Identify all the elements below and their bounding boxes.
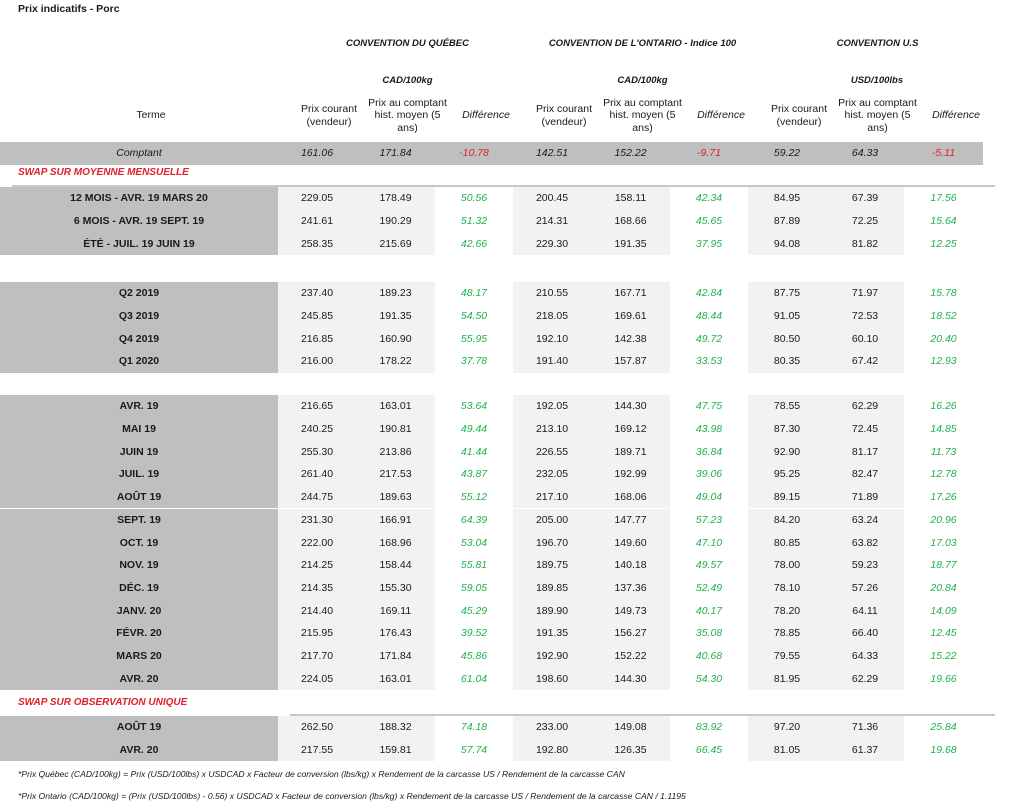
header-prix-hist-us: Prix au comptant hist. moyen (5 ans)	[838, 96, 917, 134]
quebec-prix-hist-cell: 178.49	[356, 187, 435, 210]
ontario-prix-hist-cell: 149.08	[591, 716, 670, 739]
us-prix-hist-cell: 81.82	[826, 232, 904, 255]
terme-cell: AOÛT 19	[0, 716, 278, 739]
terme-cell: 6 MOIS - AVR. 19 SEPT. 19	[0, 210, 278, 233]
month-row	[0, 554, 983, 577]
ontario-difference-cell: 36.84	[670, 440, 748, 463]
us-prix-hist-cell: 72.25	[826, 210, 904, 233]
quebec-prix-hist-cell: 163.01	[356, 667, 435, 690]
ontario-difference-cell: -9.71	[670, 142, 748, 165]
quebec-prix-hist-cell: 163.01	[356, 395, 435, 418]
us-prix-hist-cell: 57.26	[826, 577, 904, 600]
terme-cell: JUIN 19	[0, 440, 278, 463]
us-difference-cell: 12.25	[904, 232, 983, 255]
ontario-prix-hist-cell: 144.30	[591, 667, 670, 690]
us-prix-courant-cell: 87.89	[748, 210, 826, 233]
header-prix-courant-quebec: Prix courant (vendeur)	[300, 103, 358, 128]
quebec-difference-cell: 54.50	[435, 305, 513, 328]
us-difference-cell: 14.09	[904, 599, 983, 622]
quebec-prix-courant-cell: 216.85	[278, 327, 356, 350]
terme-cell: DÉC. 19	[0, 577, 278, 600]
us-difference-cell: 14.85	[904, 418, 983, 441]
ontario-difference-cell: 52.49	[670, 577, 748, 600]
us-difference-cell: 16.26	[904, 395, 983, 418]
quebec-prix-courant-cell: 231.30	[278, 509, 356, 532]
terme-cell: JANV. 20	[0, 599, 278, 622]
ontario-difference-cell: 35.08	[670, 622, 748, 645]
quebec-prix-hist-cell: 189.63	[356, 486, 435, 509]
ontario-prix-hist-cell: 142.38	[591, 327, 670, 350]
ontario-prix-hist-cell: 156.27	[591, 622, 670, 645]
us-difference-cell: -5.11	[904, 142, 983, 165]
ontario-prix-hist-cell: 167.71	[591, 282, 670, 305]
us-prix-hist-cell: 64.33	[826, 142, 904, 165]
header-difference-us: Différence	[932, 109, 980, 122]
header-prix-courant-ontario: Prix courant (vendeur)	[535, 103, 593, 128]
us-prix-hist-cell: 61.37	[826, 739, 904, 762]
ontario-prix-hist-cell: 192.99	[591, 463, 670, 486]
ontario-difference-cell: 47.75	[670, 395, 748, 418]
ontario-difference-cell: 40.17	[670, 599, 748, 622]
ontario-prix-hist-cell: 157.87	[591, 350, 670, 373]
ontario-prix-hist-cell: 152.22	[591, 645, 670, 668]
us-prix-courant-cell: 87.30	[748, 418, 826, 441]
us-prix-hist-cell: 71.89	[826, 486, 904, 509]
month-row	[0, 622, 983, 645]
period-row	[0, 210, 983, 233]
ontario-prix-courant-cell: 191.40	[513, 350, 591, 373]
quebec-prix-hist-cell: 155.30	[356, 577, 435, 600]
quebec-prix-courant-cell: 261.40	[278, 463, 356, 486]
ontario-prix-hist-cell: 169.12	[591, 418, 670, 441]
terme-cell: Q2 2019	[0, 282, 278, 305]
ontario-prix-hist-cell: 158.11	[591, 187, 670, 210]
quebec-prix-hist-cell: 176.43	[356, 622, 435, 645]
convention-us-title: CONVENTION U.S	[836, 38, 919, 49]
quebec-prix-hist-cell: 190.81	[356, 418, 435, 441]
ontario-prix-courant-cell: 192.90	[513, 645, 591, 668]
header-prix-hist-quebec: Prix au comptant hist. moyen (5 ans)	[368, 96, 447, 134]
ontario-prix-hist-cell: 140.18	[591, 554, 670, 577]
terme-cell: Q3 2019	[0, 305, 278, 328]
ontario-prix-courant-cell: 189.90	[513, 599, 591, 622]
us-prix-courant-cell: 78.20	[748, 599, 826, 622]
ontario-prix-hist-cell: 149.73	[591, 599, 670, 622]
header-difference-quebec: Différence	[462, 109, 510, 122]
quebec-difference-cell: 41.44	[435, 440, 513, 463]
quebec-prix-hist-cell: 188.32	[356, 716, 435, 739]
quebec-prix-courant-cell: 244.75	[278, 486, 356, 509]
ontario-prix-hist-cell: 168.66	[591, 210, 670, 233]
us-prix-courant-cell: 87.75	[748, 282, 826, 305]
month-row	[0, 667, 983, 690]
ontario-difference-cell: 66.45	[670, 739, 748, 762]
quarter-row	[0, 350, 983, 373]
us-prix-hist-cell: 71.36	[826, 716, 904, 739]
terme-cell: Q1 2020	[0, 350, 278, 373]
ontario-prix-hist-cell: 191.35	[591, 232, 670, 255]
us-prix-hist-cell: 71.97	[826, 282, 904, 305]
ontario-prix-hist-cell: 137.36	[591, 577, 670, 600]
terme-cell: JUIL. 19	[0, 463, 278, 486]
us-prix-courant-cell: 95.25	[748, 463, 826, 486]
us-prix-courant-cell: 78.55	[748, 395, 826, 418]
us-prix-courant-cell: 89.15	[748, 486, 826, 509]
quebec-prix-courant-cell: 245.85	[278, 305, 356, 328]
quebec-difference-cell: 55.81	[435, 554, 513, 577]
ontario-difference-cell: 54.30	[670, 667, 748, 690]
ontario-prix-courant-cell: 189.85	[513, 577, 591, 600]
us-prix-courant-cell: 97.20	[748, 716, 826, 739]
quebec-prix-hist-cell: 215.69	[356, 232, 435, 255]
quebec-difference-cell: 37.78	[435, 350, 513, 373]
quebec-prix-courant-cell: 258.35	[278, 232, 356, 255]
header-terme: Terme	[136, 109, 166, 122]
ontario-prix-courant-cell: 191.35	[513, 622, 591, 645]
ontario-difference-cell: 83.92	[670, 716, 748, 739]
quebec-difference-cell: 57.74	[435, 739, 513, 762]
quebec-difference-cell: 55.12	[435, 486, 513, 509]
ontario-difference-cell: 42.84	[670, 282, 748, 305]
quebec-prix-courant-cell: 161.06	[278, 142, 356, 165]
footnote-ontario: *Prix Ontario (CAD/100kg) = (Prix (USD/100lbs) - 0.56) x USDCAD x Facteur de conversion (lbs/kg) x Rendement de la carcasse US / Rendement de la carcasse CAN / 1.1195	[18, 791, 686, 801]
terme-cell: MARS 20	[0, 645, 278, 668]
quebec-prix-hist-cell: 190.29	[356, 210, 435, 233]
ontario-difference-cell: 43.98	[670, 418, 748, 441]
quebec-difference-cell: -10.78	[435, 142, 513, 165]
ontario-prix-hist-cell: 149.60	[591, 531, 670, 554]
us-difference-cell: 15.22	[904, 645, 983, 668]
us-prix-hist-cell: 62.29	[826, 395, 904, 418]
quebec-prix-courant-cell: 216.00	[278, 350, 356, 373]
quebec-difference-cell: 55.95	[435, 327, 513, 350]
us-difference-cell: 15.78	[904, 282, 983, 305]
quebec-difference-cell: 61.04	[435, 667, 513, 690]
month-row	[0, 599, 983, 622]
ontario-prix-courant-cell: 142.51	[513, 142, 591, 165]
us-prix-courant-cell: 91.05	[748, 305, 826, 328]
us-prix-hist-cell: 81.17	[826, 440, 904, 463]
ontario-prix-courant-cell: 205.00	[513, 509, 591, 532]
quebec-difference-cell: 53.04	[435, 531, 513, 554]
ontario-prix-hist-cell: 168.06	[591, 486, 670, 509]
terme-cell: Comptant	[0, 142, 278, 165]
us-prix-hist-cell: 64.11	[826, 599, 904, 622]
terme-cell: Q4 2019	[0, 327, 278, 350]
quebec-difference-cell: 42.66	[435, 232, 513, 255]
ontario-difference-cell: 47.10	[670, 531, 748, 554]
terme-cell: AVR. 20	[0, 667, 278, 690]
quebec-prix-hist-cell: 171.84	[356, 142, 435, 165]
quebec-prix-courant-cell: 255.30	[278, 440, 356, 463]
quarter-row	[0, 305, 983, 328]
quebec-difference-cell: 43.87	[435, 463, 513, 486]
us-difference-cell: 20.40	[904, 327, 983, 350]
us-difference-cell: 12.45	[904, 622, 983, 645]
quarter-row	[0, 282, 983, 305]
us-prix-courant-cell: 78.10	[748, 577, 826, 600]
section-single-swap: SWAP SUR OBSERVATION UNIQUE	[18, 697, 188, 708]
ontario-difference-cell: 40.68	[670, 645, 748, 668]
terme-cell: OCT. 19	[0, 531, 278, 554]
us-difference-cell: 12.78	[904, 463, 983, 486]
us-prix-hist-cell: 60.10	[826, 327, 904, 350]
us-prix-hist-cell: 82.47	[826, 463, 904, 486]
ontario-prix-courant-cell: 217.10	[513, 486, 591, 509]
us-prix-courant-cell: 81.05	[748, 739, 826, 762]
quebec-prix-courant-cell: 229.05	[278, 187, 356, 210]
ontario-difference-cell: 49.57	[670, 554, 748, 577]
ontario-prix-courant-cell: 213.10	[513, 418, 591, 441]
terme-cell: ÉTÉ - JUIL. 19 JUIN 19	[0, 232, 278, 255]
terme-cell: 12 MOIS - AVR. 19 MARS 20	[0, 187, 278, 210]
quebec-prix-hist-cell: 166.91	[356, 509, 435, 532]
us-prix-hist-cell: 72.53	[826, 305, 904, 328]
us-difference-cell: 11.73	[904, 440, 983, 463]
ontario-difference-cell: 33.53	[670, 350, 748, 373]
us-difference-cell: 20.84	[904, 577, 983, 600]
ontario-prix-courant-cell: 232.05	[513, 463, 591, 486]
ontario-prix-courant-cell: 218.05	[513, 305, 591, 328]
month-row	[0, 440, 983, 463]
us-prix-courant-cell: 59.22	[748, 142, 826, 165]
us-difference-cell: 19.68	[904, 739, 983, 762]
us-prix-hist-cell: 67.39	[826, 187, 904, 210]
period-row	[0, 232, 983, 255]
quarter-row	[0, 327, 983, 350]
month-row	[0, 463, 983, 486]
us-prix-courant-cell: 84.20	[748, 509, 826, 532]
ontario-difference-cell: 49.04	[670, 486, 748, 509]
terme-cell: MAI 19	[0, 418, 278, 441]
quebec-difference-cell: 50.56	[435, 187, 513, 210]
us-difference-cell: 17.26	[904, 486, 983, 509]
us-difference-cell: 19.66	[904, 667, 983, 690]
period-row	[0, 187, 983, 210]
quebec-prix-courant-cell: 262.50	[278, 716, 356, 739]
unit-ontario: CAD/100kg	[617, 75, 668, 86]
quebec-difference-cell: 59.05	[435, 577, 513, 600]
month-row	[0, 486, 983, 509]
us-difference-cell: 20.96	[904, 509, 983, 532]
convention-quebec-title: CONVENTION DU QUÉBEC	[346, 38, 469, 49]
terme-cell: AVR. 19	[0, 395, 278, 418]
month-row	[0, 418, 983, 441]
ontario-prix-courant-cell: 233.00	[513, 716, 591, 739]
quebec-difference-cell: 51.32	[435, 210, 513, 233]
ontario-difference-cell: 42.34	[670, 187, 748, 210]
quebec-prix-courant-cell: 224.05	[278, 667, 356, 690]
us-prix-courant-cell: 80.85	[748, 531, 826, 554]
ontario-prix-courant-cell: 200.45	[513, 187, 591, 210]
us-prix-courant-cell: 94.08	[748, 232, 826, 255]
quebec-prix-hist-cell: 159.81	[356, 739, 435, 762]
terme-cell: AVR. 20	[0, 739, 278, 762]
us-difference-cell: 25.84	[904, 716, 983, 739]
ontario-prix-hist-cell: 189.71	[591, 440, 670, 463]
us-prix-courant-cell: 80.50	[748, 327, 826, 350]
header-prix-hist-ontario: Prix au comptant hist. moyen (5 ans)	[603, 96, 682, 134]
us-difference-cell: 17.03	[904, 531, 983, 554]
month-row	[0, 577, 983, 600]
quebec-prix-courant-cell: 222.00	[278, 531, 356, 554]
quebec-prix-courant-cell: 214.40	[278, 599, 356, 622]
us-prix-courant-cell: 78.85	[748, 622, 826, 645]
us-prix-courant-cell: 81.95	[748, 667, 826, 690]
ontario-difference-cell: 48.44	[670, 305, 748, 328]
quebec-prix-courant-cell: 214.35	[278, 577, 356, 600]
us-prix-courant-cell: 84.95	[748, 187, 826, 210]
single-row	[0, 716, 983, 739]
unit-quebec: CAD/100kg	[382, 75, 433, 86]
ontario-prix-courant-cell: 192.10	[513, 327, 591, 350]
quebec-prix-hist-cell: 191.35	[356, 305, 435, 328]
ontario-prix-courant-cell: 198.60	[513, 667, 591, 690]
quebec-prix-hist-cell: 168.96	[356, 531, 435, 554]
single-row	[0, 739, 983, 762]
quebec-prix-hist-cell: 160.90	[356, 327, 435, 350]
quebec-prix-courant-cell: 216.65	[278, 395, 356, 418]
terme-cell: AOÛT 19	[0, 486, 278, 509]
us-prix-hist-cell: 72.45	[826, 418, 904, 441]
ontario-prix-courant-cell: 210.55	[513, 282, 591, 305]
unit-us: USD/100lbs	[850, 75, 904, 86]
ontario-difference-cell: 39.06	[670, 463, 748, 486]
quebec-prix-hist-cell: 217.53	[356, 463, 435, 486]
quebec-prix-courant-cell: 240.25	[278, 418, 356, 441]
terme-cell: NOV. 19	[0, 554, 278, 577]
quebec-prix-hist-cell: 189.23	[356, 282, 435, 305]
quebec-difference-cell: 39.52	[435, 622, 513, 645]
ontario-prix-hist-cell: 169.61	[591, 305, 670, 328]
us-prix-hist-cell: 62.29	[826, 667, 904, 690]
ontario-prix-hist-cell: 126.35	[591, 739, 670, 762]
page-title: Prix indicatifs - Porc	[18, 3, 120, 15]
us-prix-hist-cell: 59.23	[826, 554, 904, 577]
quebec-prix-hist-cell: 169.11	[356, 599, 435, 622]
us-difference-cell: 18.77	[904, 554, 983, 577]
us-prix-hist-cell: 66.40	[826, 622, 904, 645]
quebec-prix-courant-cell: 217.70	[278, 645, 356, 668]
ontario-prix-hist-cell: 152.22	[591, 142, 670, 165]
quebec-prix-courant-cell: 214.25	[278, 554, 356, 577]
us-difference-cell: 12.93	[904, 350, 983, 373]
quebec-difference-cell: 74.18	[435, 716, 513, 739]
ontario-prix-courant-cell: 214.31	[513, 210, 591, 233]
month-row	[0, 395, 983, 418]
us-difference-cell: 18.52	[904, 305, 983, 328]
convention-ontario-title: CONVENTION DE L'ONTARIO - Indice 100	[548, 38, 737, 49]
ontario-difference-cell: 45.65	[670, 210, 748, 233]
footnote-quebec: *Prix Québec (CAD/100kg) = Prix (USD/100lbs) x USDCAD x Facteur de conversion (lbs/kg) x Rendement de la carcasse US / Rendement de la carcasse CAN	[18, 769, 625, 779]
ontario-prix-courant-cell: 229.30	[513, 232, 591, 255]
us-prix-hist-cell: 63.24	[826, 509, 904, 532]
quebec-prix-hist-cell: 178.22	[356, 350, 435, 373]
ontario-prix-courant-cell: 192.80	[513, 739, 591, 762]
ontario-difference-cell: 49.72	[670, 327, 748, 350]
ontario-prix-hist-cell: 144.30	[591, 395, 670, 418]
us-prix-hist-cell: 63.82	[826, 531, 904, 554]
quebec-prix-courant-cell: 215.95	[278, 622, 356, 645]
quebec-prix-hist-cell: 158.44	[356, 554, 435, 577]
quebec-prix-courant-cell: 237.40	[278, 282, 356, 305]
quebec-difference-cell: 45.86	[435, 645, 513, 668]
section-monthly-swap: SWAP SUR MOYENNE MENSUELLE	[18, 167, 189, 178]
quebec-prix-courant-cell: 217.55	[278, 739, 356, 762]
month-row	[0, 509, 983, 532]
quebec-difference-cell: 64.39	[435, 509, 513, 532]
us-difference-cell: 15.64	[904, 210, 983, 233]
month-row	[0, 531, 983, 554]
quebec-difference-cell: 53.64	[435, 395, 513, 418]
ontario-prix-courant-cell: 226.55	[513, 440, 591, 463]
month-row	[0, 645, 983, 668]
ontario-difference-cell: 57.23	[670, 509, 748, 532]
terme-cell: SEPT. 19	[0, 509, 278, 532]
us-prix-courant-cell: 80.35	[748, 350, 826, 373]
ontario-prix-hist-cell: 147.77	[591, 509, 670, 532]
us-difference-cell: 17.56	[904, 187, 983, 210]
quebec-prix-hist-cell: 213.86	[356, 440, 435, 463]
header-prix-courant-us: Prix courant (vendeur)	[770, 103, 828, 128]
quebec-difference-cell: 49.44	[435, 418, 513, 441]
us-prix-hist-cell: 64.33	[826, 645, 904, 668]
quebec-difference-cell: 48.17	[435, 282, 513, 305]
ontario-difference-cell: 37.95	[670, 232, 748, 255]
ontario-prix-courant-cell: 196.70	[513, 531, 591, 554]
quebec-prix-hist-cell: 171.84	[356, 645, 435, 668]
ontario-prix-courant-cell: 192.05	[513, 395, 591, 418]
ontario-prix-courant-cell: 189.75	[513, 554, 591, 577]
header-difference-ontario: Différence	[697, 109, 745, 122]
terme-cell: FÉVR. 20	[0, 622, 278, 645]
us-prix-courant-cell: 79.55	[748, 645, 826, 668]
us-prix-courant-cell: 92.90	[748, 440, 826, 463]
quebec-prix-courant-cell: 241.61	[278, 210, 356, 233]
spot-row	[0, 142, 983, 165]
us-prix-courant-cell: 78.00	[748, 554, 826, 577]
us-prix-hist-cell: 67.42	[826, 350, 904, 373]
quebec-difference-cell: 45.29	[435, 599, 513, 622]
